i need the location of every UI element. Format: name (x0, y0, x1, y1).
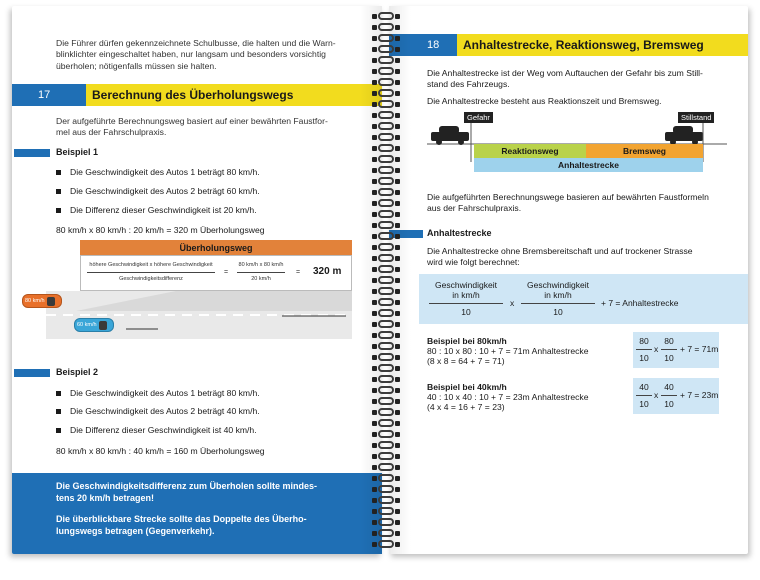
spiral-ring (372, 529, 398, 538)
example-40-line: 40 : 10 x 40 : 10 + 7 = 23m Anhaltestrecke (427, 392, 589, 402)
section-intro (56, 116, 374, 139)
bullet-square (56, 170, 61, 175)
spiral-ring (372, 485, 398, 494)
spiral-ring (372, 309, 398, 318)
example-1-heading (56, 147, 98, 157)
numerator: 80 (639, 336, 649, 346)
denominator: 10 (639, 399, 649, 409)
definition-text-2: Die Anhaltestrecke besteht aus Reaktionszeit und Bremsweg. (427, 96, 662, 106)
bullet-item (56, 205, 257, 215)
heading-marker (14, 149, 50, 157)
result: + 7 = 71m (680, 344, 719, 354)
overtaking-diagram-title: Überholungsweg (80, 240, 352, 255)
formula2-denominator: 10 (553, 307, 563, 317)
example-40-line: (4 x 4 = 16 + 7 = 23) (427, 402, 505, 412)
bullet-item (56, 425, 257, 435)
formula-tail: + 7 = Anhaltestrecke (601, 298, 679, 308)
calc-intro (427, 246, 743, 269)
formula-text: Geschwindigkeit (435, 280, 497, 290)
spiral-ring (372, 78, 398, 87)
calc-intro-line: Die Anhaltestrecke ohne Bremsbereitschaft und auf trockener Strasse (427, 246, 693, 256)
spiral-ring (372, 100, 398, 109)
fraction-line (661, 349, 677, 350)
bullet-text: Die Geschwindigkeit des Autos 1 beträgt 80 km/h. (70, 167, 260, 177)
danger-label: Gefahr (464, 112, 493, 123)
spiral-ring (372, 353, 398, 362)
spiral-ring (372, 364, 398, 373)
spiral-ring (372, 507, 398, 516)
right-page (389, 6, 748, 554)
formula1-numerator (427, 280, 505, 300)
spiral-ring (372, 221, 398, 230)
spiral-ring (372, 386, 398, 395)
spiral-ring (372, 45, 398, 54)
bullet-text: Die Geschwindigkeit des Autos 1 beträgt 80 km/h. (70, 388, 260, 398)
definition-text (427, 68, 743, 91)
spiral-ring (372, 188, 398, 197)
spiral-ring (372, 408, 398, 417)
definition-line: stand des Fahrzeugs. (427, 79, 510, 90)
car-start (431, 126, 469, 145)
spiral-ring (372, 452, 398, 461)
section-18-header (389, 34, 748, 56)
overtaking-wedge (76, 291, 352, 311)
spiral-ring (372, 89, 398, 98)
spiral-ring (372, 375, 398, 384)
intro-line: überholen; nötigenfalls müssen sie halten. (56, 60, 217, 71)
formula-band (419, 274, 748, 324)
fraction-line (521, 303, 595, 304)
numerator: 40 (664, 382, 674, 392)
spiral-ring (372, 111, 398, 120)
car-windshield (99, 321, 107, 330)
formula-text: in km/h (544, 290, 572, 300)
times: x (654, 390, 659, 400)
spiral-ring (372, 342, 398, 351)
spiral-ring (372, 474, 398, 483)
fraction-line (429, 303, 503, 304)
spiral-ring (372, 419, 398, 428)
formula-numerator: höhere Geschwindigkeit x höhere Geschwindigkeit (89, 262, 213, 268)
fraction-line (636, 349, 652, 350)
intro-text (56, 38, 374, 72)
spiral-ring (372, 67, 398, 76)
example-1-result: 80 km/h x 80 km/h : 20 km/h = 320 m Überholungsweg (56, 225, 265, 235)
example-2-result: 80 km/h x 80 km/h : 40 km/h = 160 m Überholungsweg (56, 446, 265, 456)
spiral-ring (372, 56, 398, 65)
total-bar: Anhaltestrecke (474, 158, 703, 172)
bullet-text: Die Differenz dieser Geschwindigkeit ist 40 km/h. (70, 425, 257, 435)
denominator: 10 (664, 353, 674, 363)
fraction-line (636, 395, 652, 396)
spiral-binding (370, 12, 400, 552)
formula1-denominator: 10 (461, 307, 471, 317)
car-1 (22, 294, 62, 308)
note-line: Die überblickbare Strecke sollte das Doppelte des Überho- (56, 514, 307, 525)
spiral-ring (372, 287, 398, 296)
car-2 (74, 318, 114, 332)
example-80-formula (633, 332, 719, 368)
note-line: lungswegs betragen (Gegenverkehr). (56, 526, 215, 537)
intro-line: blinklichter eingeschaltet haben, nur langsam und besonders vorsichtig (56, 49, 326, 60)
formula-times: x (510, 298, 515, 308)
spiral-ring (372, 232, 398, 241)
spiral-ring (372, 254, 398, 263)
basis-line: aus der Fahrschulpraxis. (427, 203, 522, 214)
section-intro-line: Der aufgeführte Berechnungsweg basiert auf einer bewährten Faustfor- (56, 116, 328, 126)
equals-sign: = (295, 269, 301, 276)
spiral-ring (372, 144, 398, 153)
example-1-heading-text: Beispiel 1 (56, 147, 99, 157)
stopping-subheading (427, 228, 492, 238)
spiral-ring (372, 518, 398, 527)
formula2-numerator (519, 280, 597, 300)
example-80-line: 80 : 10 x 80 : 10 + 7 = 71m Anhaltestrecke (427, 346, 589, 356)
spiral-ring (372, 331, 398, 340)
bullet-item (56, 167, 260, 177)
reaction-bar: Reaktionsweg (474, 144, 586, 158)
spiral-ring (372, 397, 398, 406)
spiral-ring (372, 463, 398, 472)
spiral-ring (372, 265, 398, 274)
definition-line: Die Anhaltestrecke ist der Weg vom Auftauchen der Gefahr bis zum Still- (427, 68, 703, 78)
formula-text: in km/h (452, 290, 480, 300)
times: x (654, 344, 659, 354)
example-80-title: Beispiel bei 80km/h (427, 336, 507, 346)
numerator: 40 (639, 382, 649, 392)
example-80 (427, 336, 627, 366)
spiral-ring (372, 122, 398, 131)
stopping-subheading-text: Anhaltestrecke (427, 228, 492, 238)
spiral-ring (372, 320, 398, 329)
section-17-header (12, 84, 382, 106)
spiral-ring (372, 430, 398, 439)
spiral-ring (372, 133, 398, 142)
section-title: Berechnung des Überholungswegs (86, 84, 382, 106)
stop-label: Stillstand (678, 112, 714, 123)
bullet-text: Die Differenz dieser Geschwindigkeit ist 20 km/h. (70, 205, 257, 215)
example-40-formula (633, 378, 719, 414)
denominator: 10 (664, 399, 674, 409)
fraction-line (661, 395, 677, 396)
note-box (12, 473, 382, 554)
section-number: 17 (12, 84, 86, 106)
basis-text (427, 192, 743, 215)
spiral-ring (372, 199, 398, 208)
section-intro-line: mel aus der Fahrschulpraxis. (56, 127, 167, 138)
spiral-ring (372, 155, 398, 164)
formula-denominator: Geschwindigkeitsdifferenz (119, 276, 183, 282)
car-windshield (47, 297, 55, 306)
formula2-numerator: 80 km/h x 80 km/h (238, 262, 284, 268)
formula-text: Geschwindigkeit (527, 280, 589, 290)
example-80-line: (8 x 8 = 64 + 7 = 71) (427, 356, 505, 366)
car-stop (665, 126, 703, 145)
spiral-ring (372, 23, 398, 32)
section-title: Anhaltestrecke, Reaktionsweg, Bremsweg (457, 34, 748, 56)
heading-marker (14, 369, 50, 377)
note-line: tens 20 km/h betragen! (56, 493, 155, 504)
spiral-ring (372, 12, 398, 21)
section-number: 18 (389, 34, 457, 56)
denominator: 10 (639, 353, 649, 363)
fraction-line (87, 272, 215, 273)
car-2-label: 60 km/h (77, 322, 97, 328)
bullet-square (56, 409, 61, 414)
fraction-line (237, 272, 285, 273)
calc-intro-line: wird wie folgt berechnet: (427, 257, 520, 268)
bullet-text: Die Geschwindigkeit des Autos 2 beträgt 40 km/h. (70, 406, 260, 416)
brake-bar: Bremsweg (586, 144, 703, 158)
intro-line: Die Führer dürfen gekennzeichnete Schulbusse, die halten und die Warn- (56, 38, 336, 48)
bullet-item (56, 388, 260, 398)
bullet-item (56, 406, 260, 416)
bullet-square (56, 208, 61, 213)
spiral-book (6, 6, 754, 566)
spiral-ring (372, 210, 398, 219)
bullet-item (56, 186, 260, 196)
left-page (12, 6, 382, 554)
bullet-square (56, 428, 61, 433)
spiral-ring (372, 441, 398, 450)
example-2-heading-text: Beispiel 2 (56, 367, 99, 377)
bullet-square (56, 391, 61, 396)
example-40-title: Beispiel bei 40km/h (427, 382, 507, 392)
spiral-ring (372, 298, 398, 307)
overtaking-result: 320 m (313, 266, 342, 277)
overtaking-formula-box (80, 255, 352, 291)
bullet-text: Die Geschwindigkeit des Autos 2 beträgt 60 km/h. (70, 186, 260, 196)
note-line: Die Geschwindigkeitsdifferenz zum Überholen sollte mindes- (56, 481, 318, 491)
numerator: 80 (664, 336, 674, 346)
bullet-square (56, 189, 61, 194)
car-1-label: 80 km/h (25, 298, 45, 304)
example-40 (427, 382, 627, 412)
formula2-denominator: 20 km/h (251, 276, 271, 282)
result: + 7 = 23m (680, 390, 719, 400)
equals-sign: = (223, 269, 229, 276)
spiral-ring (372, 166, 398, 175)
spiral-ring (372, 540, 398, 549)
spiral-ring (372, 496, 398, 505)
spiral-ring (372, 276, 398, 285)
example-2-heading (56, 367, 98, 377)
spiral-ring (372, 177, 398, 186)
spiral-ring (372, 34, 398, 43)
spiral-ring (372, 243, 398, 252)
basis-line: Die aufgeführten Berechnungswege basieren auf bewährten Faustformeln (427, 192, 709, 202)
